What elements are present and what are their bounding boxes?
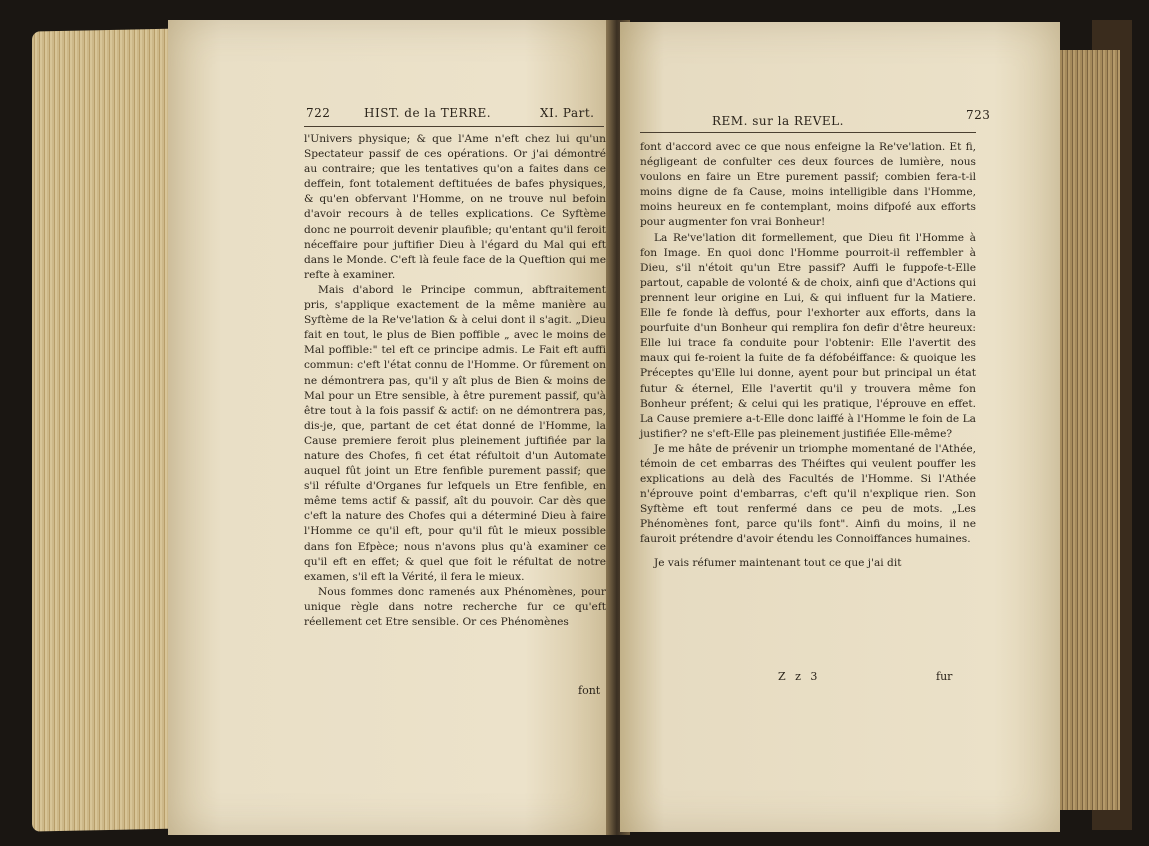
paragraph: Mais d'abord le Principe commun, abftraitement pris, s'applique exactement de la même manière au Syftème de la Re've'lation & à celui dont il s'agit. „Dieu fait en tout, le plus de Bien poffible „ avec le moins de Mal poffible:" tel eft ce principe admis. Le Fait eft auffi commun: c'eft l'état connu de l'Homme. Or fûrement on ne démontrera pas, qu'il y aît plus de Bien & moins de Mal pour un Etre sensible, à être purement passif, qu'à être tout à la fois passif & actif: on ne démontrera pas, dis-je, que, partant de cet état donné de l'Homme, la Cause premiere feroit plus pleinement juftifiée par la nature des Chofes, fi cet état réfultoit d'un Automate auquel fût joint un Etre fenfible purement passif; que s'il réfulte d'Organes fur lefquels un Etre fenfible, en même tems actif & passif, aît du pouvoir. Car dès que c'eft la nature des Chofes qui a déterminé Dieu à faire l'Homme ce qu'il eft, pour qu'il fût le mieux possible dans fon Efpèce; nous n'avons plus qu'à examiner ce qu'il eft en effet; & quel que foit le réfultat de notre examen, s'il eft la Vérité, il fera le mieux. xyxy=(304,283,606,583)
left-page-text xyxy=(304,132,606,630)
paragraph: l'Univers physique; & que l'Ame n'eft chez lui qu'un Spectateur passif de ces opérations. Or j'ai démontré au contraire; que les tentatives qu'on a faites dans ce deffein, font totalement deftituées de bafes physiques, & qu'en obfervant l'Homme, on ne trouve nul befoin d'avoir recours à de telles explications. Ce Syftème donc ne pourroit devenir plaufible; qu'entant qu'il feroit néceffaire pour juftifier Dieu à l'égard du Mal qui eft dans le Monde. C'eft là feule face de la Queftion qui me refte à examiner. xyxy=(304,133,606,281)
page-edges-left xyxy=(32,28,184,831)
paragraph: Je me hâte de prévenir un triomphe momentané de l'Athée, témoin de cet embarras des Théiftes qui veulent pouffer les explications au delà des Facultés de l'Homme. Si l'Athée n'éprouve point d'embarras, c'eft qu'il n'explique rien. Son Syftème eft tout renfermé dans ce peu de mots. „Les Phénomènes font, parce qu'ils font". Ainfi du moins, il ne fauroit prétendre d'avoir étendu les Connoiffances humaines. xyxy=(640,442,976,546)
left-page xyxy=(168,20,614,835)
page-number-right: 723 xyxy=(966,108,991,122)
right-page xyxy=(620,22,1060,832)
section-head-left: XI. Part. xyxy=(540,106,595,120)
running-head-right: REM. sur la REVEL. xyxy=(712,114,844,128)
paragraph: Nous fommes donc ramenés aux Phénomènes, pour unique règle dans notre recherche fur ce qu'eft réellement cet Etre sensible. Or ces Phénomènes xyxy=(304,585,606,628)
catchword-right: fur xyxy=(936,670,953,683)
paragraph: La Re've'lation dit formellement, que Dieu fit l'Homme à fon Image. En quoi donc l'Homme pourroit-il reffembler à Dieu, s'il n'étoit qu'un Etre passif? Auffi le fuppofe-t-Elle partout, capable de volonté & de choix, ainfi que d'Actions qui prennent leur origine en Lui, & qui influent fur la Matiere. Elle fe fonde là deffus, pour l'exhorter aux efforts, dans la pourfuite d'un Bonheur qui remplira fon defir d'être heureux: Elle lui trace fa conduite pour l'obtenir: Elle l'avertit des maux qui fe-roient la fuite de fa défobéiffance: & quoique les Préceptes qu'Elle lui donne, ayent pour but principal un état futur & éternel, Elle l'avertit qu'il y trouvera même fon Bonheur préfent; & celui qui les pratique, l'éprouve en effet. La Cause premiere a-t-Elle donc laiffé à l'Homme le foin de La justifier? ne s'eft-Elle pas pleinement justifiée Elle-même? xyxy=(640,231,976,440)
paragraph: font d'accord avec ce que nous enfeigne la Re've'lation. Et fi, négligeant de confulter ces deux fources de lumière, nous voulons en faire un Etre purement passif; combien fera-t-il moins digne de fa Cause, moins intelligible dans l'Homme, moins heureux en fe contemplant, moins difpofé aux efforts pour augmenter fon vrai Bonheur! xyxy=(640,141,976,229)
running-head-left: HIST. de la TERRE. xyxy=(364,106,492,120)
header-rule-right xyxy=(640,132,976,133)
signature-mark: Z z 3 xyxy=(778,670,821,683)
paragraph: Je vais réfumer maintenant tout ce que j'ai dit xyxy=(654,556,902,569)
right-page-text xyxy=(640,140,976,571)
page-number-left: 722 xyxy=(306,106,331,120)
catchword-left: font xyxy=(578,684,601,697)
header-rule-left xyxy=(304,126,604,127)
page-edges-right xyxy=(1060,50,1120,810)
